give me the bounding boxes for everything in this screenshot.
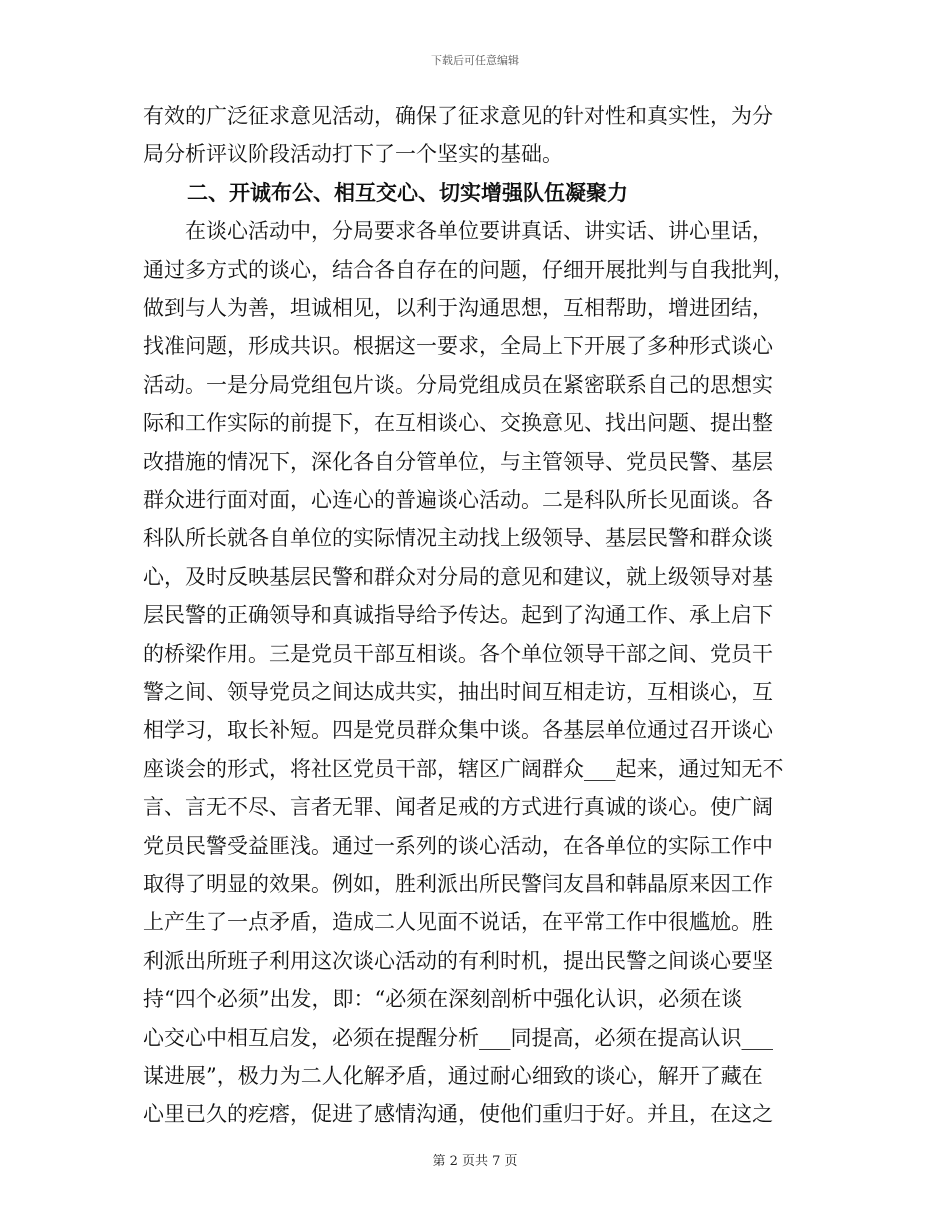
body-line-11: 群众进行面对面，心连心的普遍谈心活动。二是科队所长见面谈。各 <box>143 488 773 512</box>
body-line-18: 座谈会的形式，将社区党员干部，辖区广阔群众___起来，通过知无不 <box>143 756 784 781</box>
body-line-9: 际和工作实际的前提下，在互相谈心、交换意见、找出问题、提出整 <box>143 411 773 436</box>
body-line-25: 心交心中相互启发，必须在提醒分析___同提高，必须在提高认识___ <box>143 1025 773 1050</box>
body-line-8: 活动。一是分局党组包片谈。分局党组成员在紧密联系自己的思想实 <box>143 372 773 397</box>
body-line-1: 有效的广泛征求意见活动，确保了征求意见的针对性和真实性，为分 <box>143 104 773 128</box>
body-line-19: 言、言无不尽、言者无罪、闻者足戒的方式进行真诚的谈心。使广阔 <box>143 795 773 820</box>
body-line-14: 层民警的正确领导和真诚指导给予传达。起到了沟通工作、承上启下 <box>143 603 773 628</box>
section-heading: 二、开诚布公、相互交心、切实增强队伍凝聚力 <box>187 180 628 205</box>
body-line-2: 局分析评议阶段活动打下了一个坚实的基础。 <box>143 142 563 167</box>
body-line-6: 做到与人为善，坦诚相见，以利于沟通思想，互相帮助，增进团结， <box>143 296 773 320</box>
body-line-5: 通过多方式的谈心，结合各自存在的问题，仔细开展批判与自我批判， <box>143 257 794 282</box>
body-line-17: 相学习，取长补短。四是党员群众集中谈。各基层单位通过召开谈心 <box>143 718 773 743</box>
body-line-27: 心里已久的疙瘩，促进了感情沟通，使他们重归于好。并且，在这之 <box>143 1102 773 1127</box>
body-line-10: 改措施的情况下，深化各自分管单位，与主管领导、党员民警、基层 <box>143 449 773 474</box>
body-line-16: 警之间、领导党员之间达成共实，抽出时间互相走访，互相谈心，互 <box>143 680 773 704</box>
body-line-4: 在谈心活动中，分局要求各单位要讲真话、讲实话、讲心里话， <box>143 219 773 244</box>
body-line-21: 取得了明显的效果。例如，胜利派出所民警闫友昌和韩晶原来因工作 <box>143 872 773 896</box>
body-line-12: 科队所长就各自单位的实际情况主动找上级领导、基层民警和群众谈 <box>143 526 773 551</box>
body-line-22: 上产生了一点矛盾，造成二人见面不说话，在平常工作中很尴尬。胜 <box>143 910 773 935</box>
body-line-23: 利派出所班子利用这次谈心活动的有利时机，提出民警之间谈心要坚 <box>143 948 773 973</box>
body-line-26: 谋进展”，极力为二人化解矛盾，通过耐心细致的谈心，解开了藏在 <box>143 1064 763 1088</box>
body-line-24: 持“四个必须”出发，即：“必须在深刻剖析中强化认识，必须在谈 <box>143 987 743 1012</box>
page-number-footer: 第 2 页共 7 页 <box>432 1154 518 1169</box>
header-note: 下载后可任意编辑 <box>431 54 519 67</box>
body-line-13: 心，及时反映基层民警和群众对分局的意见和建议，就上级领导对基 <box>143 564 773 589</box>
body-line-20: 党员民警受益匪浅。通过一系列的谈心活动，在各单位的实际工作中 <box>143 833 773 858</box>
body-line-7: 找准问题，形成共识。根据这一要求，全局上下开展了多种形式谈心 <box>143 334 773 359</box>
body-line-15: 的桥梁作用。三是党员干部互相谈。各个单位领导干部之间、党员干 <box>143 641 773 666</box>
